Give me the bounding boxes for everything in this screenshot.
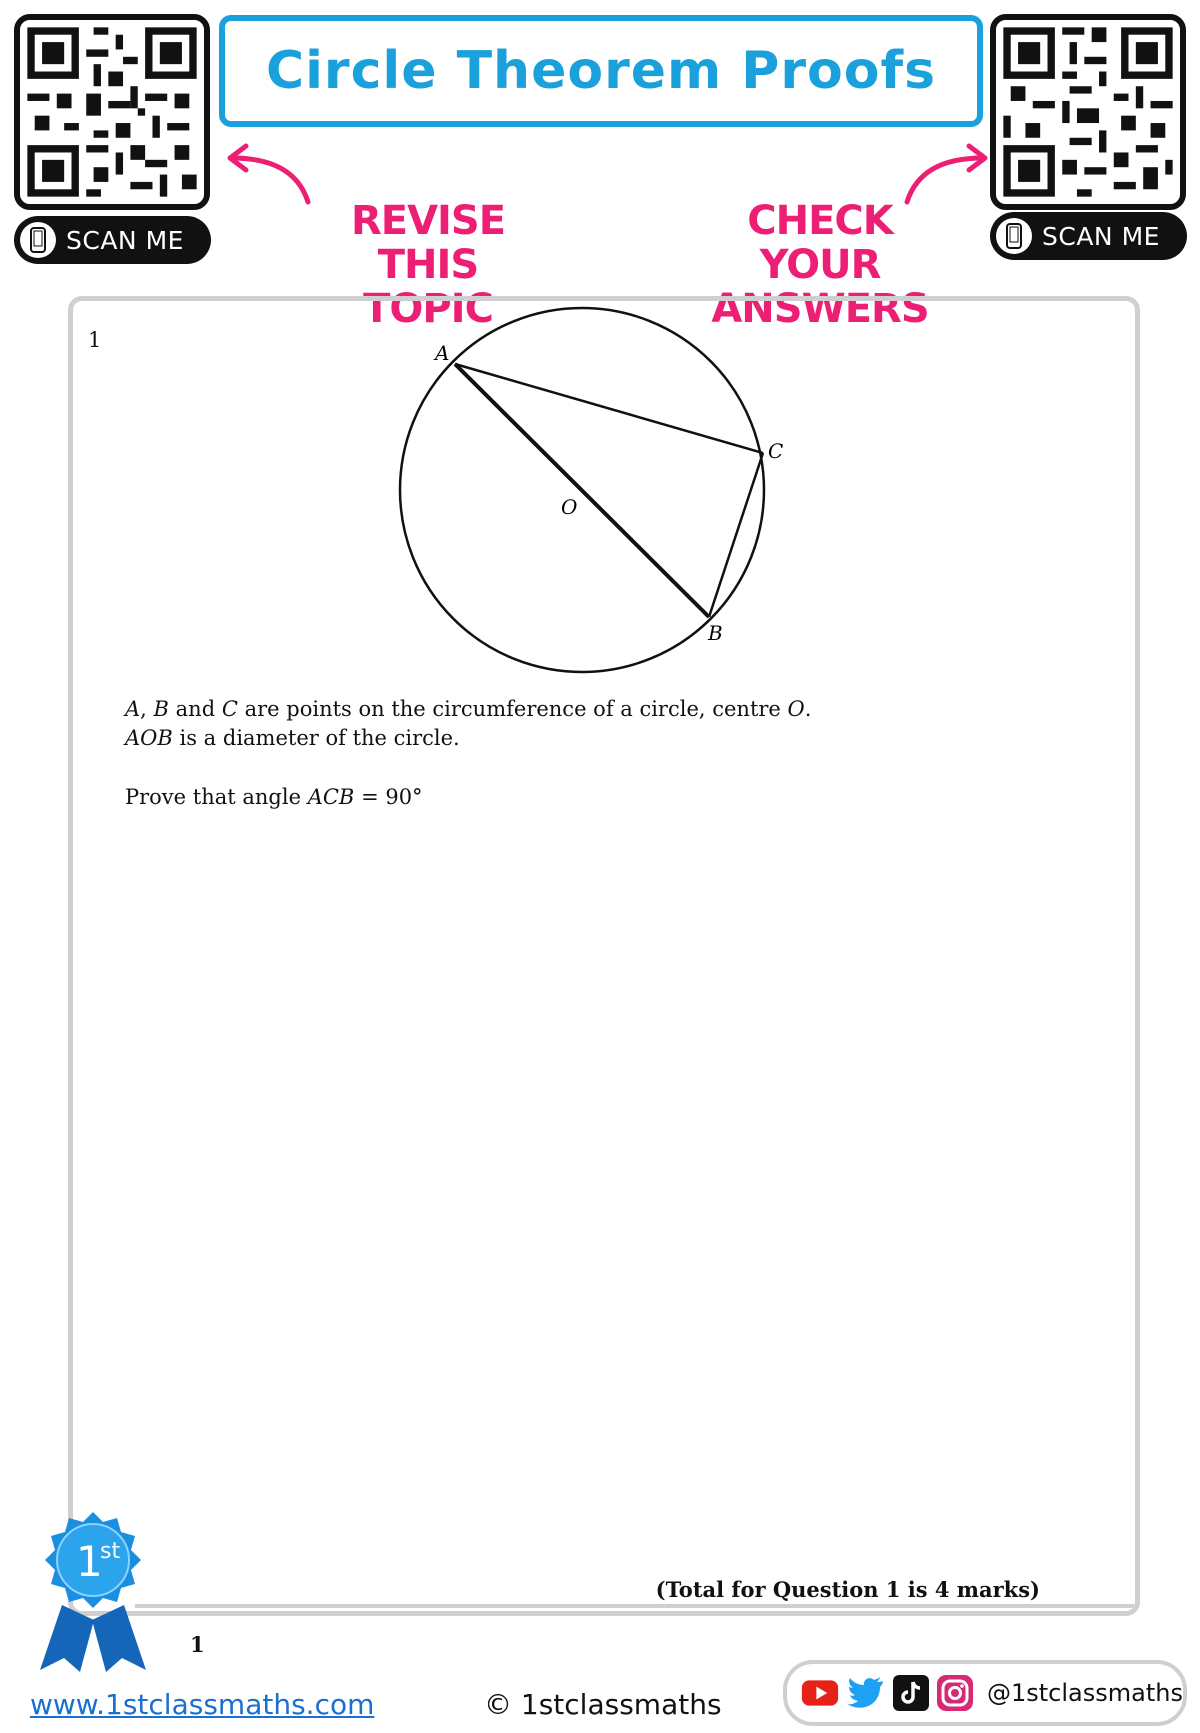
website-link[interactable]: www.1stclassmaths.com (30, 1688, 375, 1721)
question-line-1: A, B and C are points on the circumference of a circle, centre O. (125, 697, 812, 721)
angle-value: = 90° (361, 785, 423, 809)
social-handle[interactable]: @1stclassmaths (987, 1679, 1183, 1707)
instagram-icon[interactable] (937, 1674, 973, 1712)
phone-icon (20, 222, 56, 258)
word-and: and (175, 697, 216, 721)
label-c: C (768, 439, 784, 463)
point-a: A (125, 697, 141, 721)
point-o: O (787, 697, 805, 721)
copyright: © 1stclassmaths (484, 1688, 722, 1721)
scan-me-left[interactable] (14, 216, 211, 264)
svg-text:st: st (100, 1539, 121, 1564)
chord-cb (709, 453, 763, 617)
label-o: O (561, 495, 578, 519)
tiktok-icon[interactable] (893, 1674, 929, 1712)
scan-me-label: SCAN ME (66, 225, 184, 255)
prove-text: Prove that angle (125, 785, 302, 809)
line1-rest: are points on the circumference of a circle, centre (244, 697, 781, 721)
qr-code-revise[interactable] (14, 14, 210, 210)
angle-acb: ACB (307, 785, 355, 809)
qr-code-icon (996, 20, 1180, 204)
point-c: C (221, 697, 238, 721)
revise-line-2: TOPIC (363, 286, 493, 332)
phone-icon (996, 218, 1032, 254)
twitter-icon[interactable] (847, 1674, 885, 1712)
label-b: B (708, 621, 723, 645)
label-a: A (435, 341, 450, 365)
youtube-icon[interactable] (801, 1674, 839, 1712)
question-line-3 (125, 783, 423, 811)
check-line-2: ANSWERS (711, 286, 929, 332)
question-line-2 (125, 724, 460, 752)
total-marks: (Total for Question 1 is 4 marks) (655, 1577, 1040, 1602)
qr-code-icon (20, 20, 204, 204)
divider (135, 1604, 1134, 1608)
line2-rest: is a diameter of the circle. (179, 726, 460, 750)
revise-line-1: REVISE THIS (350, 198, 506, 288)
first-class-badge-icon (28, 1510, 158, 1675)
check-line-1: CHECK YOUR (747, 198, 893, 288)
social-bar (783, 1660, 1187, 1726)
circle-diagram (390, 300, 790, 690)
qr-code-answers[interactable] (990, 14, 1186, 210)
badge-text: 1 (76, 1537, 103, 1586)
scan-me-label: SCAN ME (1042, 221, 1160, 251)
page-title: Circle Theorem Proofs (265, 41, 937, 101)
diameter-aob: AOB (125, 726, 173, 750)
scan-me-right[interactable] (990, 212, 1187, 260)
question-number: 1 (88, 328, 102, 352)
point-b: B (153, 697, 169, 721)
page-number: 1 (190, 1632, 205, 1657)
title-box (219, 15, 983, 127)
